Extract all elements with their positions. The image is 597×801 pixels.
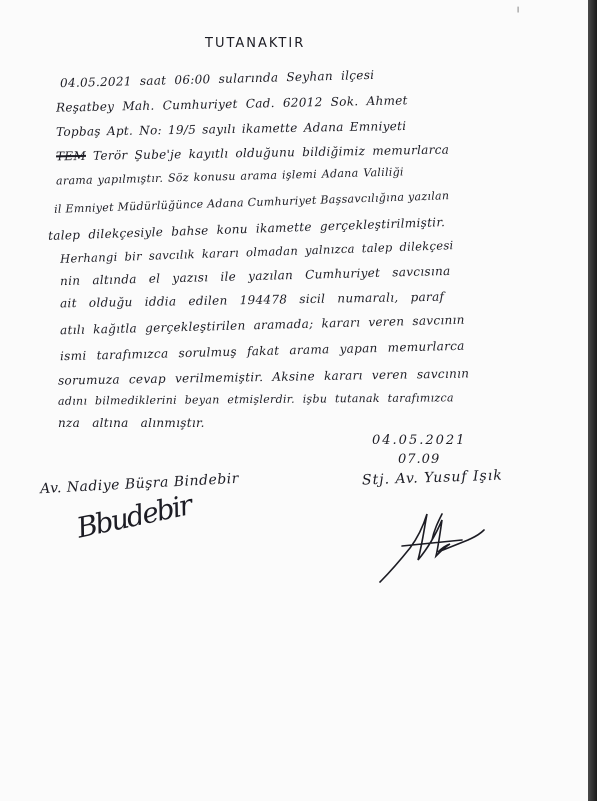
signature-left: Bbudebir — [73, 488, 194, 545]
signature-right-icon — [372, 500, 492, 590]
signatory-right-name: Stj. Av. Yusuf Işık — [361, 467, 503, 489]
document-time: 07.09 — [398, 452, 441, 467]
corner-mark-icon: ╵ — [515, 8, 522, 19]
body-line-5: arama yapılmıştır. Söz konusu arama işlemi Adana Valiliği — [55, 165, 404, 188]
body-line-8: Herhangi bir savcılık kararı olmadan yalnızca talep dilekçesi — [59, 238, 454, 266]
body-line-2: Reşatbey Mah. Cumhuriyet Cad. 62012 Sok. Ahmet — [55, 93, 408, 115]
document-date: 04.05.2021 — [372, 433, 467, 448]
body-line-12: ismi tarafımızca sorulmuş fakat arama yapan memurlarca — [59, 338, 465, 364]
struck-word: TEM — [55, 148, 87, 164]
body-line-1: 04.05.2021 saat 06:00 sularında Seyhan ilçesi — [59, 67, 375, 91]
body-line-11: atılı kağıtla gerçekleştirilen aramada; kararı veren savcının — [59, 312, 465, 338]
body-line-10: ait olduğu iddia edilen 194478 sicil numaralı, paraf — [59, 289, 445, 311]
body-line-3: Topbaş Apt. No: 19/5 sayılı ikamette Adana Emniyeti — [55, 118, 407, 140]
body-line-9: nin altında el yazısı ile yazılan Cumhuriyet savcısına — [59, 263, 451, 289]
signatory-left-name: Av. Nadiye Büşra Bindebir — [39, 470, 240, 498]
page-edge — [588, 0, 597, 801]
body-line-7: talep dilekçesiyle bahse konu ikamette gerçekleştirilmiştir. — [47, 215, 446, 243]
body-line-13: sorumuza cevap verilmemiştir. Aksine kararı veren savcının — [57, 366, 470, 388]
body-line-6: il Emniyet Müdürlüğünce Adana Cumhuriyet Başsavcılığına yazılan — [53, 189, 450, 216]
body-line-4: TEM Terör Şube'je kayıtlı olduğunu bildiğimiz memurlarca — [55, 142, 450, 164]
document-title: TUTANAKTIR — [205, 36, 306, 51]
body-line-15: nza altına alınmıştır. — [58, 416, 205, 430]
body-line-14: adını bilmediklerini beyan etmişlerdir. işbu tutanak tarafımızca — [57, 391, 454, 408]
